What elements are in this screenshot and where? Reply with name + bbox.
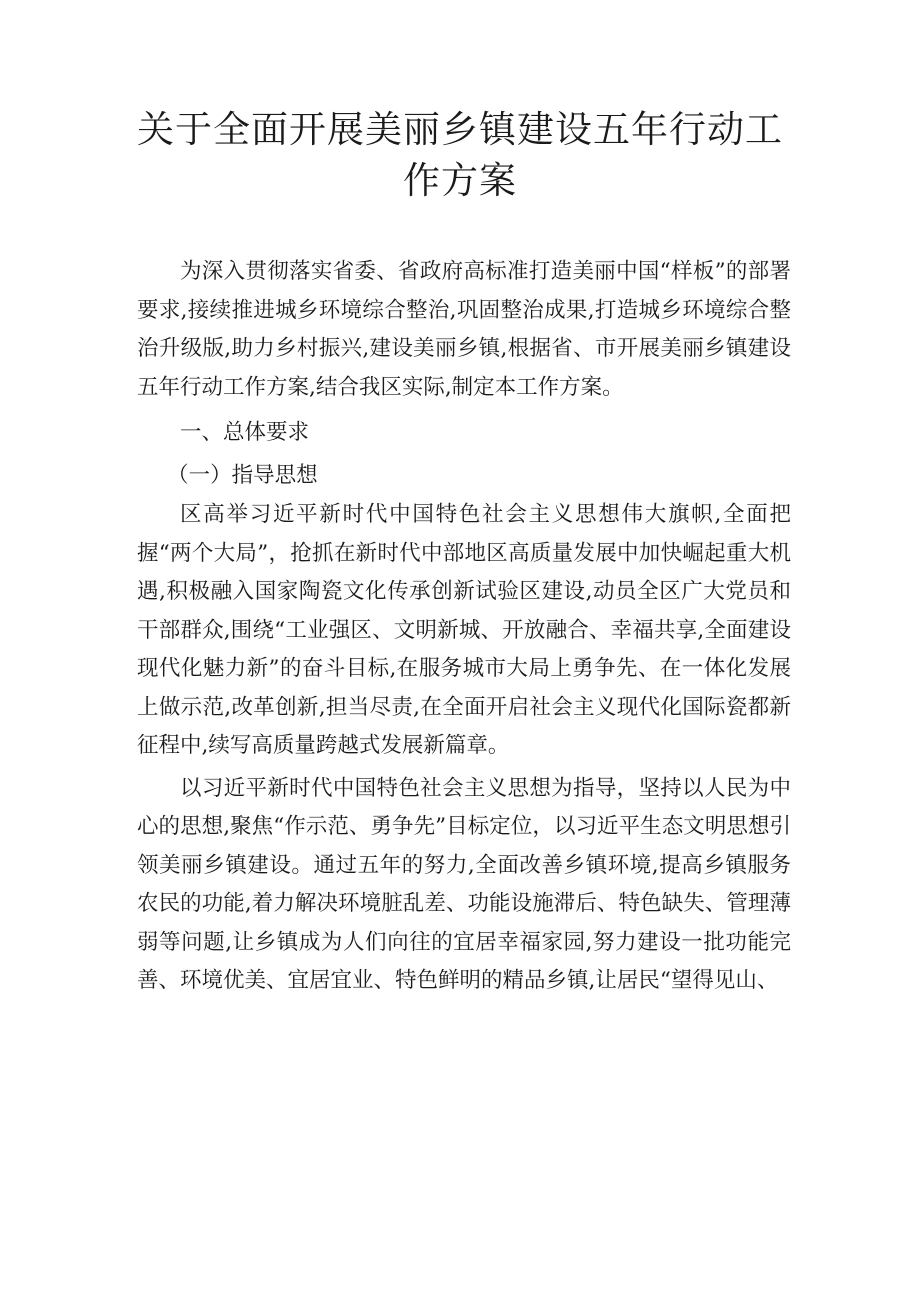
- document-title: 关于全面开展美丽乡镇建设五年行动工作方案: [137, 108, 783, 202]
- section-heading: 一、总体要求: [180, 420, 310, 445]
- document-body: [137, 253, 791, 1001]
- body-paragraph: 区高举习近平新时代中国特色社会主义思想伟大旗帜,全面把握“两个大局”，抢抓在新时代中部地区高质量发展中加快崛起重大机遇,积极融入国家陶瓷文化传承创新试验区建设,动员全区广大党员和干部群众,围绕“工业强区、文明新城、开放融合、幸福共享,全面建设现代化魅力新”的奋斗目标,在服务城市大局上勇争先、在一体化发展上做示范,改革创新,担当尽责,在全面开启社会主义现代化国际瓷都新征程中,续写高质量跨越式发展新篇章。: [137, 502, 791, 758]
- body-paragraph: 以习近平新时代中国特色社会主义思想为指导，坚持以人民为中心的思想,聚焦“作示范、勇争先”目标定位，以习近平生态文明思想引领美丽乡镇建设。通过五年的努力,全面改善乡镇环境,提高乡镇服务农民的功能,着力解决环境脏乱差、功能设施滞后、特色缺失、管理薄弱等问题,让乡镇成为人们向往的宜居幸福家园,努力建设一批功能完善、环境优美、宜居宜业、特色鲜明的精品乡镇,让居民“望得见山、: [137, 775, 791, 993]
- subsection-heading: （一）指导思想: [167, 462, 318, 488]
- intro-paragraph: 为深入贯彻落实省委、省政府高标准打造美丽中国“样板”的部署要求,接续推进城乡环境综合整治,巩固整治成果,打造城乡环境综合整治升级版,助力乡村振兴,建设美丽乡镇,根据省、市开展美丽乡镇建设五年行动工作方案,结合我区实际,制定本工作方案。: [137, 259, 791, 400]
